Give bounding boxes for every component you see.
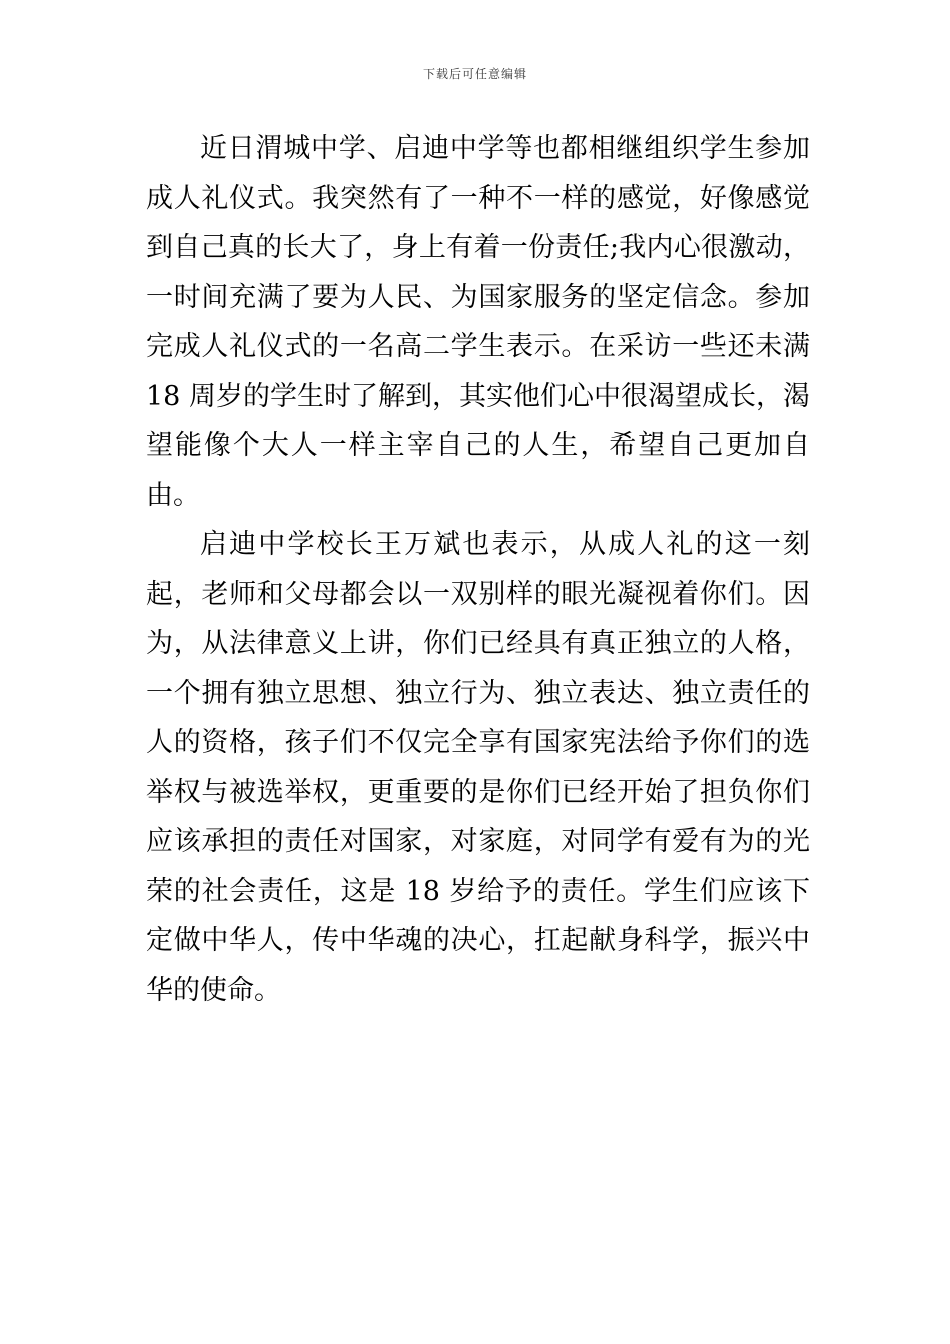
header-note: 下载后可任意编辑 (422, 67, 527, 81)
paragraph-2: 启迪中学校长王万斌也表示，从成人礼的这一刻起，老师和父母都会以一双别样的眼光凝视着你们。因为，从法律意义上讲，你们已经具有真正独立的人格，一个拥有独立思想、独立行为、独立表达、独立责任的人的资格，孩子们不仅完全享有国家宪法给予你们的选举权与被选举权，更重要的是你们已经开始了担负你们应该承担的责任对国家，对家庭，对同学有爱有为的光荣的社会责任，这是 18 岁给予的责任。学生们应该下定做中华人，传中华魂的决心，扛起献身科学，振兴中华的使命。 (146, 529, 810, 1006)
paragraph-1: 近日渭城中学、启迪中学等也都相继组织学生参加成人礼仪式。我突然有了一种不一样的感觉，好像感觉到自己真的长大了，身上有着一份责任;我内心很激动，一时间充满了要为人民、为国家服务的坚定信念。参加完成人礼仪式的一名高二学生表示。在采访一些还未满 18 周岁的学生时了解到，其实他们心中很渴望成长，渴望能像个大人一样主宰自己的人生，希望自己更加自由。 (146, 133, 810, 511)
article-body (146, 124, 810, 1015)
